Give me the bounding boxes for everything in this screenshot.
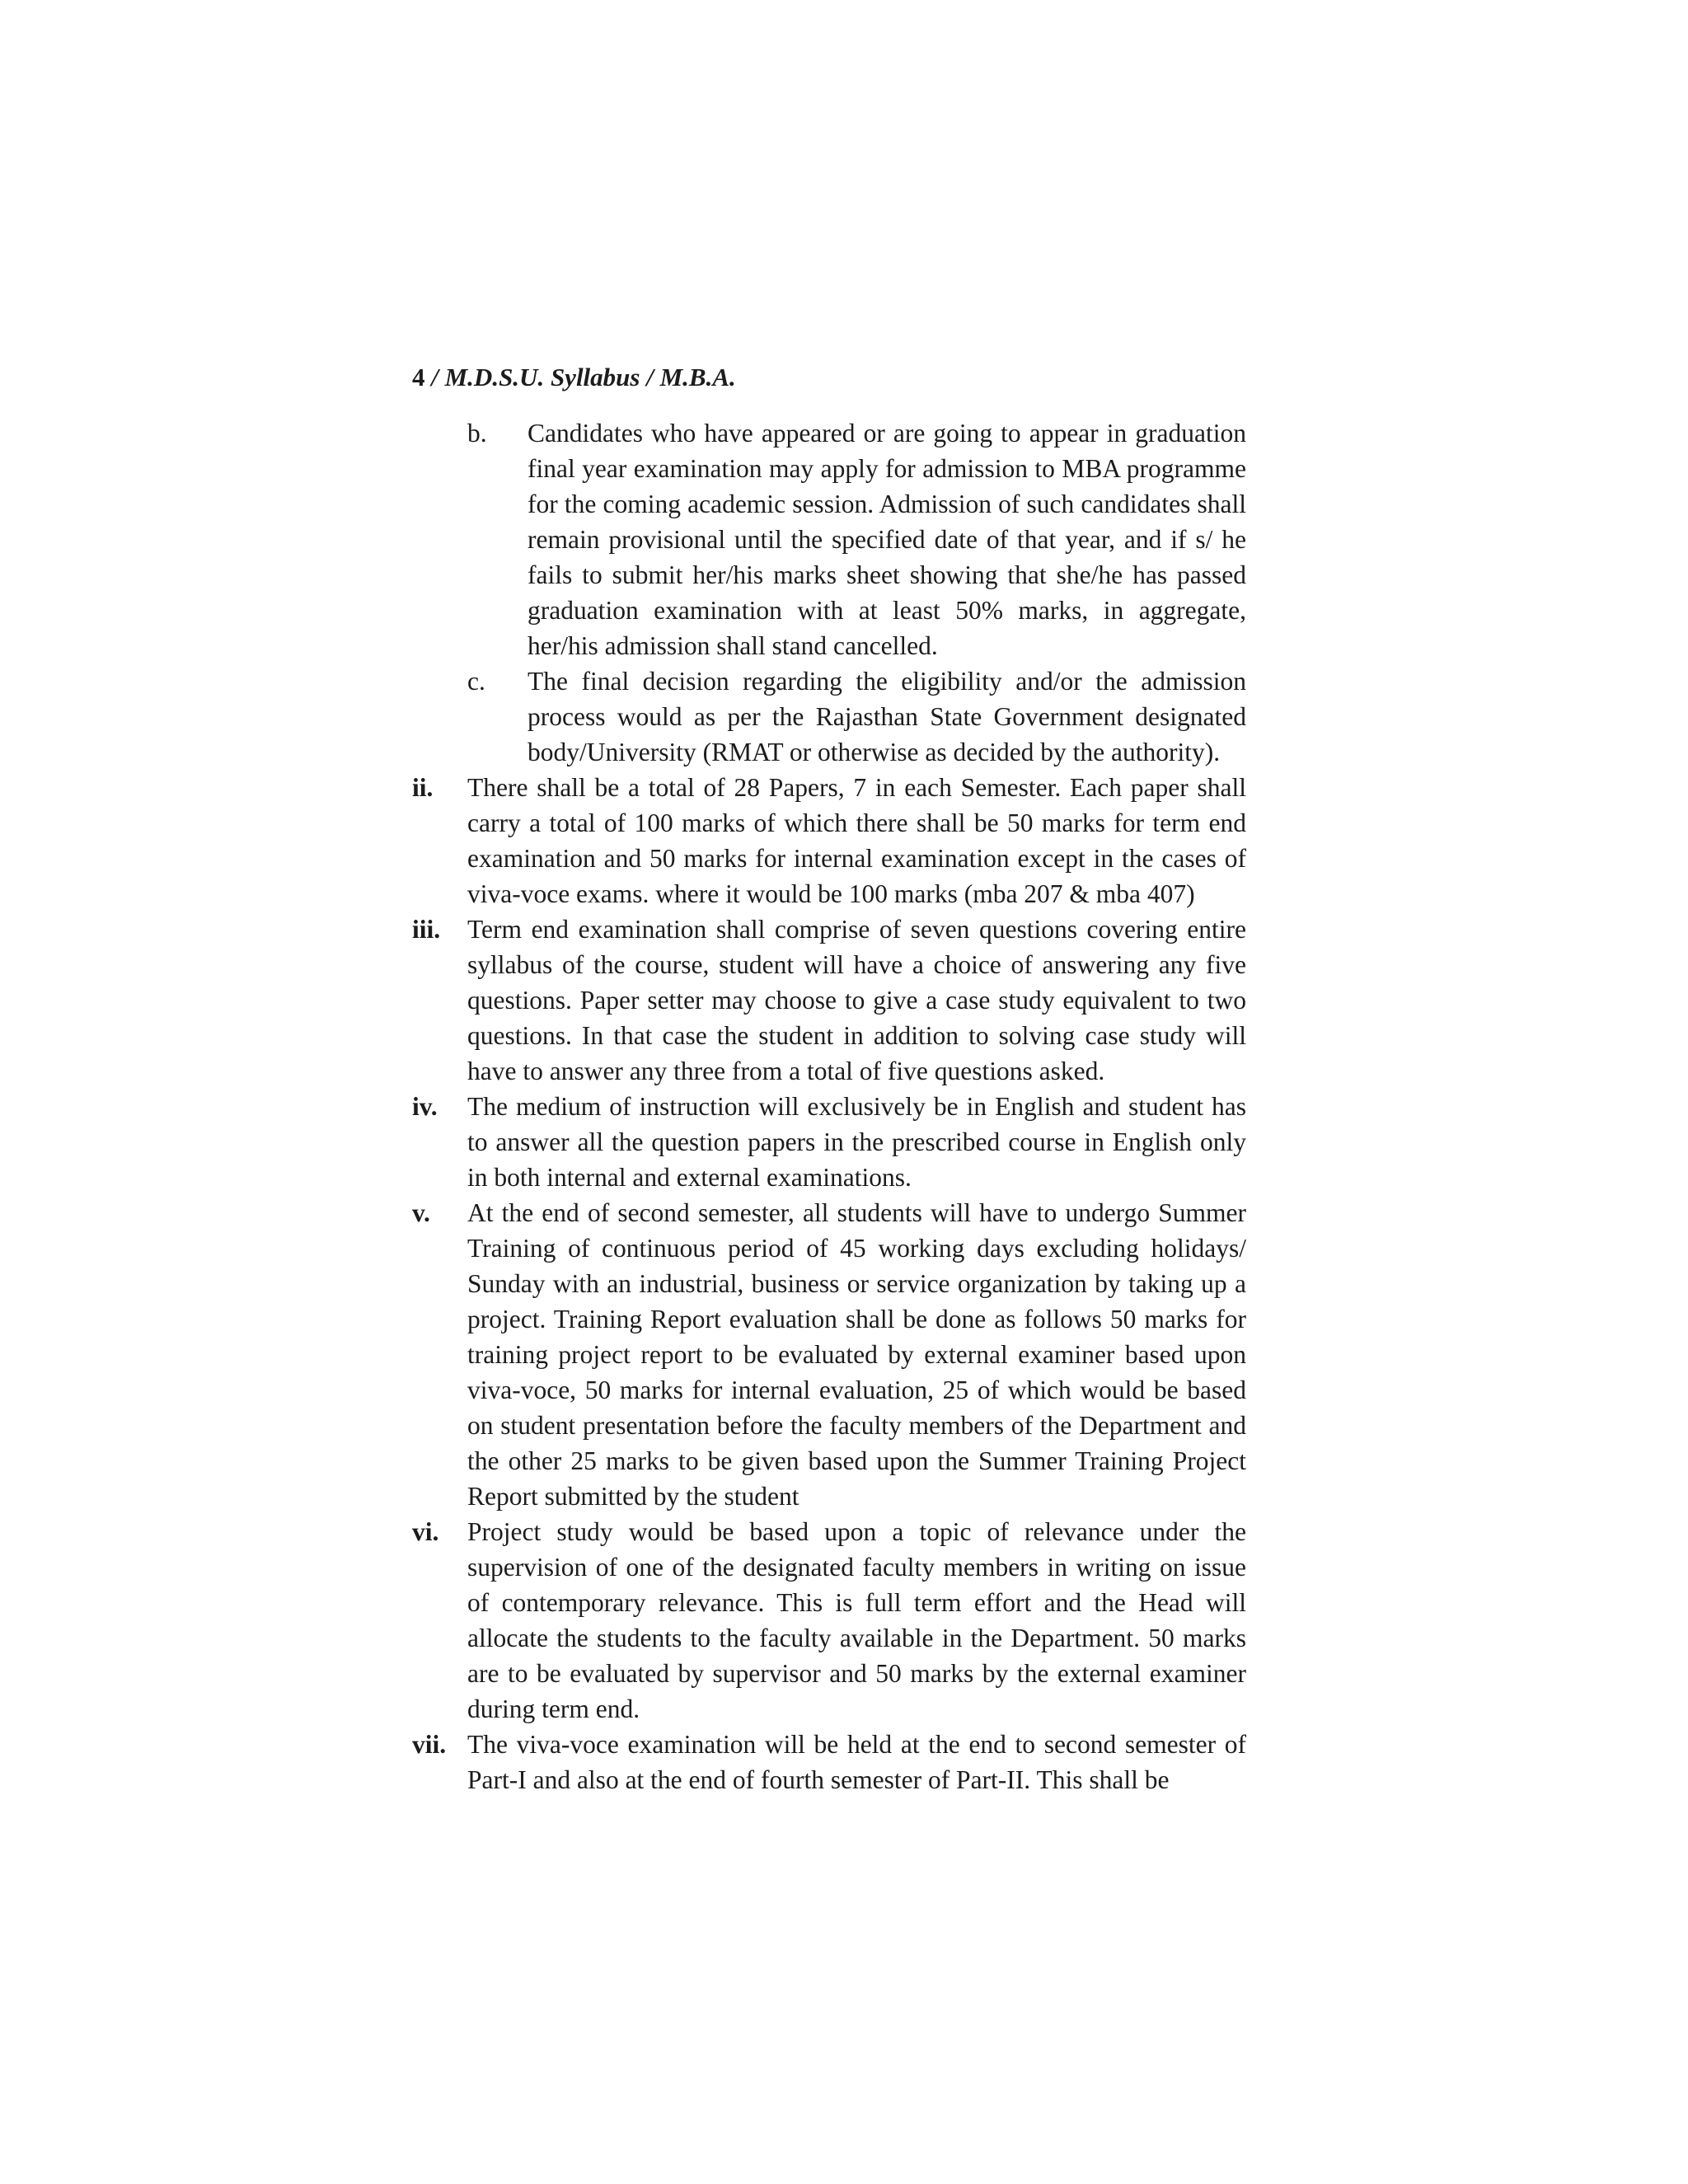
list-marker: vi. — [412, 1517, 439, 1546]
list-marker: iii. — [412, 915, 441, 944]
list-item-text: At the end of second semester, all students will have to undergo Summer Training of continuous period of 45 working days excluding holidays/ Sunday with an industrial, business or service organization by taking up a project. Training Report evaluation shall be done as follows 50 marks for training project report to be evaluated by external examiner based upon viva-voce, 50 marks for internal evaluation, 25 of which would be based on student presentation before the faculty members of the Department and the other 25 marks to be given based upon the Summer Training Project Report submitted by the student — [467, 1198, 1246, 1511]
list-item-text: The medium of instruction will exclusively be in English and student has to answer all the question papers in the prescribed course in English only in both internal and external examinations. — [467, 1092, 1246, 1192]
list-item-iv — [412, 1089, 1246, 1195]
running-header — [412, 361, 736, 394]
list-marker: v. — [412, 1198, 430, 1227]
list-marker: ii. — [412, 773, 434, 802]
list-item-text: The viva-voce examination will be held at the end to second semester of Part-I and also at the end of fourth semester of Part-II. This shall be — [467, 1730, 1246, 1794]
list-item-ii — [412, 770, 1246, 912]
page-number: 4 — [412, 363, 425, 391]
list-item-text: Candidates who have appeared or are going to appear in graduation final year examination may apply for admission to MBA programme for the coming academic session. Admission of such candidates shall remain provisional until the specified date of that year, and if s/ he fails to submit her/his marks sheet showing that she/he has passed graduation examination with at least 50% marks, in aggregate, her/his admission shall stand cancelled. — [528, 419, 1246, 660]
list-item-vii — [412, 1727, 1246, 1797]
list-item-b — [467, 415, 1246, 663]
list-marker: iv. — [412, 1092, 438, 1121]
list-item-c — [467, 663, 1246, 770]
body-text — [0, 415, 1688, 1797]
list-item-text: Term end examination shall comprise of seven questions covering entire syllabus of the course, student will have a choice of answering any five questions. Paper setter may choose to give a case study equivalent to two questions. In that case the student in addition to solving case study will have to answer any three from a total of five questions asked. — [467, 915, 1246, 1085]
running-title: / M.D.S.U. Syllabus / M.B.A. — [431, 363, 736, 391]
list-marker: vii. — [412, 1730, 447, 1759]
list-item-iii — [412, 912, 1246, 1089]
list-item-text: The final decision regarding the eligibility and/or the admission process would as per the Rajasthan State Government designated body/University (RMAT or otherwise as decided by the authority). — [528, 667, 1246, 766]
list-item-text: Project study would be based upon a topic of relevance under the supervision of one of the designated faculty members in writing on issue of contemporary relevance. This is full term effort and the Head will allocate the students to the faculty available in the Department. 50 marks are to be evaluated by supervisor and 50 marks by the external examiner during term end. — [467, 1517, 1246, 1723]
list-item-text: There shall be a total of 28 Papers, 7 in each Semester. Each paper shall carry a total of 100 marks of which there shall be 50 marks for term end examination and 50 marks for internal examination except in the cases of viva-voce exams. where it would be 100 marks (mba 207 & mba 407) — [467, 773, 1246, 908]
list-marker: c. — [467, 667, 485, 696]
list-item-vi — [412, 1514, 1246, 1727]
list-marker: b. — [467, 419, 487, 448]
list-item-v — [412, 1195, 1246, 1514]
